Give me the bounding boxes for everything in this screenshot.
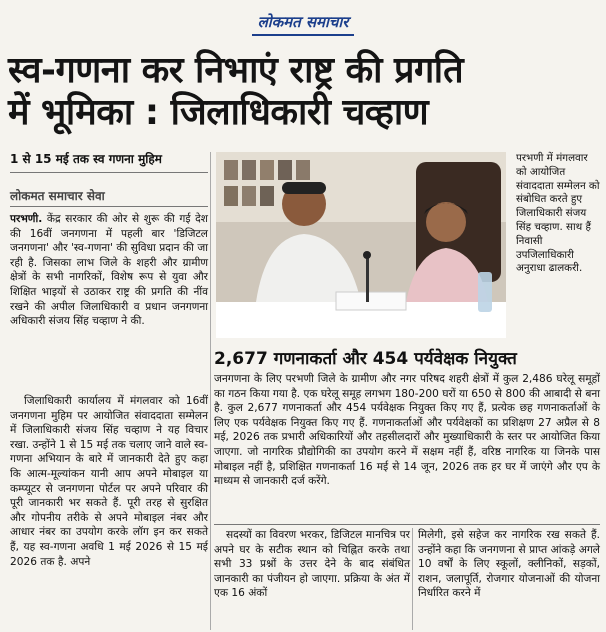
photo-caption: परभणी में मंगलवार को आयोजित संवाददाता सम्मेलन को संबोधित करते हुए जिलाधिकारी संजय सिंह चव्हाण. साथ हैं निवासी उपजिलाधिकारी अनुराधा ढालकरी. [516,152,600,275]
subheadline: 1 से 15 मई तक स्व गणना मुहिम [10,152,162,166]
section-subhead: 2,677 गणनाकर्ता और 454 पर्यवेक्षक नियुक्त [214,349,517,369]
subhead-divider [10,172,208,173]
headline-line-1: स्व-गणना कर निभाएं राष्ट्र की प्रगति [8,50,464,91]
column-divider-right [412,528,413,630]
headline-line-2: में भूमिका : जिलाधिकारी चव्हाण [8,92,429,133]
byline-divider [10,206,208,207]
masthead-logo: लोकमत समाचार [252,12,355,36]
dateline: परभणी. [10,213,43,225]
byline: लोकमत समाचार सेवा [10,189,105,203]
right-column-text: मिलेगी, इसे सहेज कर नागरिक रख सकते हैं. उन्होंने कहा कि जनगणना से प्राप्त आंकड़े अगले 10 वर्षों के लिए स्कूलों, क्लीनिकों, सड़कों, राशन, जलापूर्ति, रोजगार योजनाओं की योजना निर्धारित करने में [418,529,600,600]
left-column-para-1 [10,212,208,329]
mid-column-text: सदस्यों का विवरण भरकर, डिजिटल मानचित्र पर अपने घर के सटीक स्थान को चिह्नित करके तथा सभी 33 प्रश्नों के उत्तर देने के बाद संबंधित जानकारी का पंजीयन हो जाएगा. प्रक्रिया के अंत में एक 16 अंकों [214,529,410,600]
masthead [0,0,606,44]
left-column-para-1-text: केंद्र सरकार की ओर से शुरू की गई देश की 16वीं जनगणना में पहली बार 'डिजिटल जनगणना' और 'स्व-गणना' की सुविधा प्रदान की जा रही है. जिसका लाभ जिले के शहरी और ग्रामीण क्षेत्रों के सभी नागरिकों, विशेष रूप से युवा और शिक्षित भाइयों से उठाकर राष्ट्र की प्रगति की नींव रखने की अपील जिलाधिकारी व प्रधान जनगणना अधिकारी संजय सिंह चव्हाण ने की. [10,213,208,328]
column-divider-left [210,152,211,630]
photo-illustration [216,152,506,338]
section-body: जनगणना के लिए परभणी जिले के ग्रामीण और नगर परिषद शहरी क्षेत्रों में कुल 2,486 घरेलू समूहों का गठन किया गया है. एक घरेलू समूह लगभग 180-200 घरों या 650 से 800 की आबादी से बना है. कुल 2,677 गणनाकर्ता और 454 पर्यवेक्षक नियुक्त किए गए हैं, प्रत्येक छह गणनाकर्ताओं के लिए एक पर्यवेक्षक नियुक्त किए गए हैं. गणनाकर्ताओं और पर्यवेक्षकों का प्रशिक्षण 27 अप्रैल से 8 मई, 2026 तक प्रभारी अधिकारियों और तहसीलदारों और मुख्याधिकारी के स्तर पर आयोजित किया जाएगा. जो नागरिक प्रौद्योगिकी का उपयोग करने में सक्षम नहीं हैं, वरिष्ठ नागरिक या जिनके पास मोबाइल नहीं है, प्रशिक्षित गणनाकर्ता 16 मई से 14 जून, 2026 तक हर घर में जाएंगे और एप के माध्यम से जानकारी दर्ज करेंगे. [214,373,600,488]
press-conference-photo [216,152,506,338]
section-divider [214,524,600,525]
headline [8,50,600,134]
left-column-para-2: जिलाधिकारी कार्यालय में मंगलवार को 16वीं जनगणना मुहिम पर आयोजित संवाददाता सम्मेलन में जिलाधिकारी संजय सिंह चव्हाण ने यह विचार रखा. उन्होंने 1 से 15 मई तक चलाए जाने वाले स्व-गणना अभियान के बारे में जानकारी देते हुए कहा कि आत्म-मूल्यांकन यानी आप अपने मोबाइल या कम्प्यूटर से जनगणना पोर्टल पर अपने परिवार की पूरी जानकारी भर सकते हैं. पूरी तरह से सुरक्षित और गोपनीय तरीके से अपने मोबाइल नंबर और आधार नंबर का उपयोग करके लॉग इन कर सकते हैं, यह स्व-गणना अवधि 1 मई 2026 से 15 मई 2026 तक है. अपने [10,395,208,568]
